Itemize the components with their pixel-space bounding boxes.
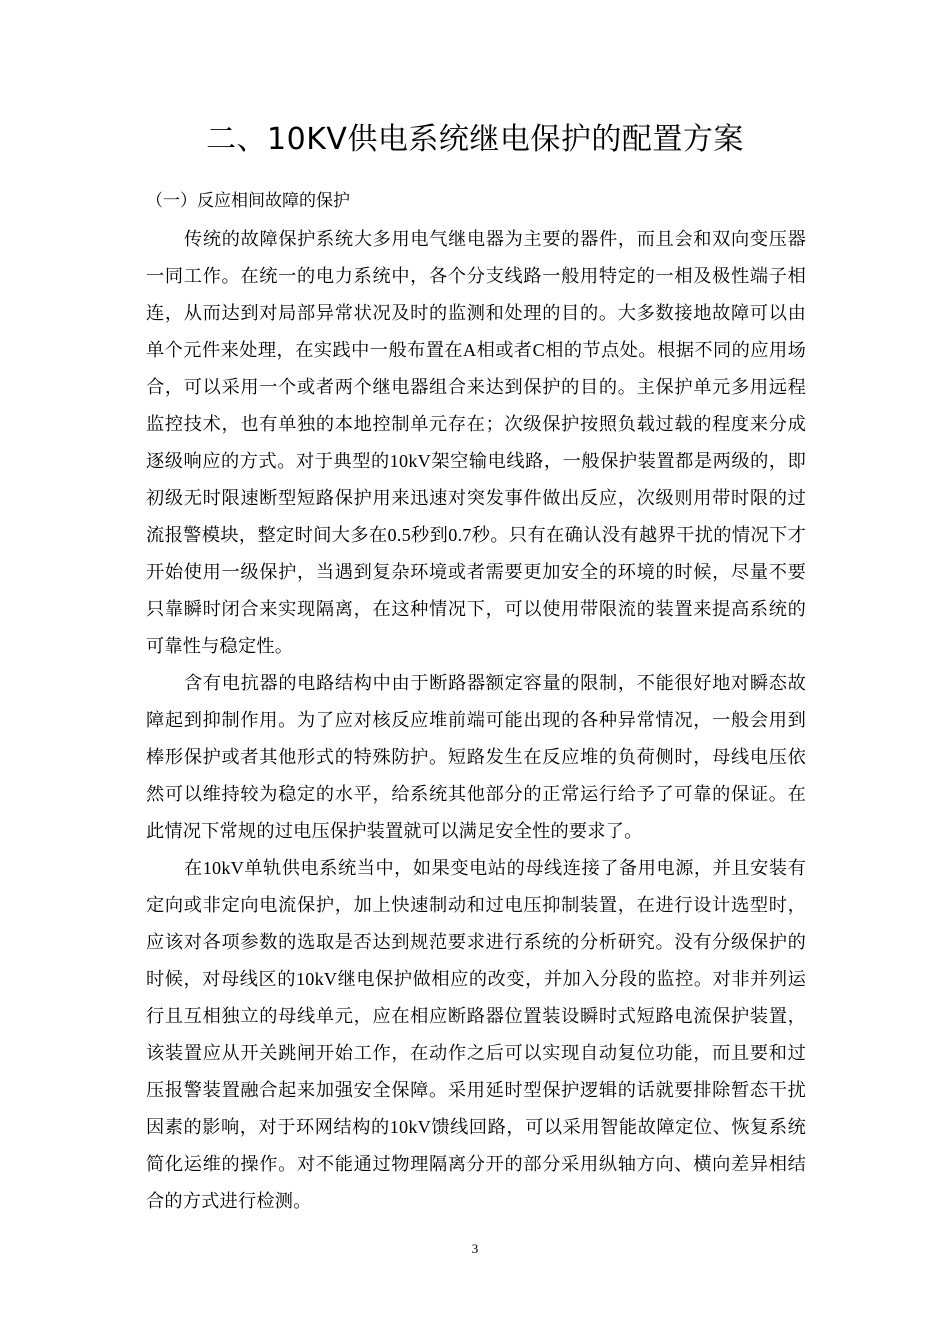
paragraph-2: 含有电抗器的电路结构中由于断路器额定容量的限制，不能很好地对瞬态故障起到抑制作用。为了应对核反应堆前端可能出现的各种异常情况，一般会用到棒形保护或者其他形式的特殊防护。短路发生在反应堆的负荷侧时，母线电压依然可以维持较为稳定的水平，给系统其他部分的正常运行给予了可靠的保证。在此情况下常规的过电压保护装置就可以满足安全性的要求了。 (146, 673, 806, 841)
page-title: 二、10KV供电系统继电保护的配置方案 (206, 122, 744, 157)
body-text (146, 221, 806, 1220)
paragraph-3: 在10kV单轨供电系统当中，如果变电站的母线连接了备用电源，并且安装有定向或非定向电流保护，加上快速制动和过电压抑制装置，在进行设计选型时，应该对各项参数的选取是否达到规范要求进行系统的分析研究。没有分级保护的时候，对母线区的10kV继电保护做相应的改变，并加入分段的监控。对非并列运行且互相独立的母线单元，应在相应断路器位置装设瞬时式短路电流保护装置，该装置应从开关跳闸开始工作，在动作之后可以实现自动复位功能，而且要和过压报警装置融合起来加强安全保障。采用延时型保护逻辑的话就要排除暂态干扰因素的影响，对于环网结构的10kV馈线回路，可以采用智能故障定位、恢复系统简化运维的操作。对不能通过物理隔离分开的部分采用纵轴方向、横向差异相结合的方式进行检测。 (146, 858, 806, 1211)
section-heading: （一）反应相间故障的保护 (146, 191, 350, 211)
paragraph-1: 传统的故障保护系统大多用电气继电器为主要的器件，而且会和双向变压器一同工作。在统一的电力系统中，各个分支线路一般用特定的一相及极性端子相连，从而达到对局部异常状况及时的监测和处理的目的。大多数接地故障可以由单个元件来处理，在实践中一般布置在A相或者C相的节点处。根据不同的应用场合，可以采用一个或者两个继电器组合来达到保护的目的。主保护单元多用远程监控技术，也有单独的本地控制单元存在；次级保护按照负载过载的程度来分成逐级响应的方式。对于典型的10kV架空输电线路，一般保护装置都是两级的，即初级无时限速断型短路保护用来迅速对突发事件做出反应，次级则用带时限的过流报警模块，整定时间大多在0.5秒到0.7秒。只有在确认没有越界干扰的情况下才开始使用一级保护，当遇到复杂环境或者需要更加安全的环境的时候，尽量不要只靠瞬时闭合来实现隔离，在这种情况下，可以使用带限流的装置来提高系统的可靠性与稳定性。 (146, 229, 806, 656)
page-number: 3 (471, 1241, 479, 1256)
